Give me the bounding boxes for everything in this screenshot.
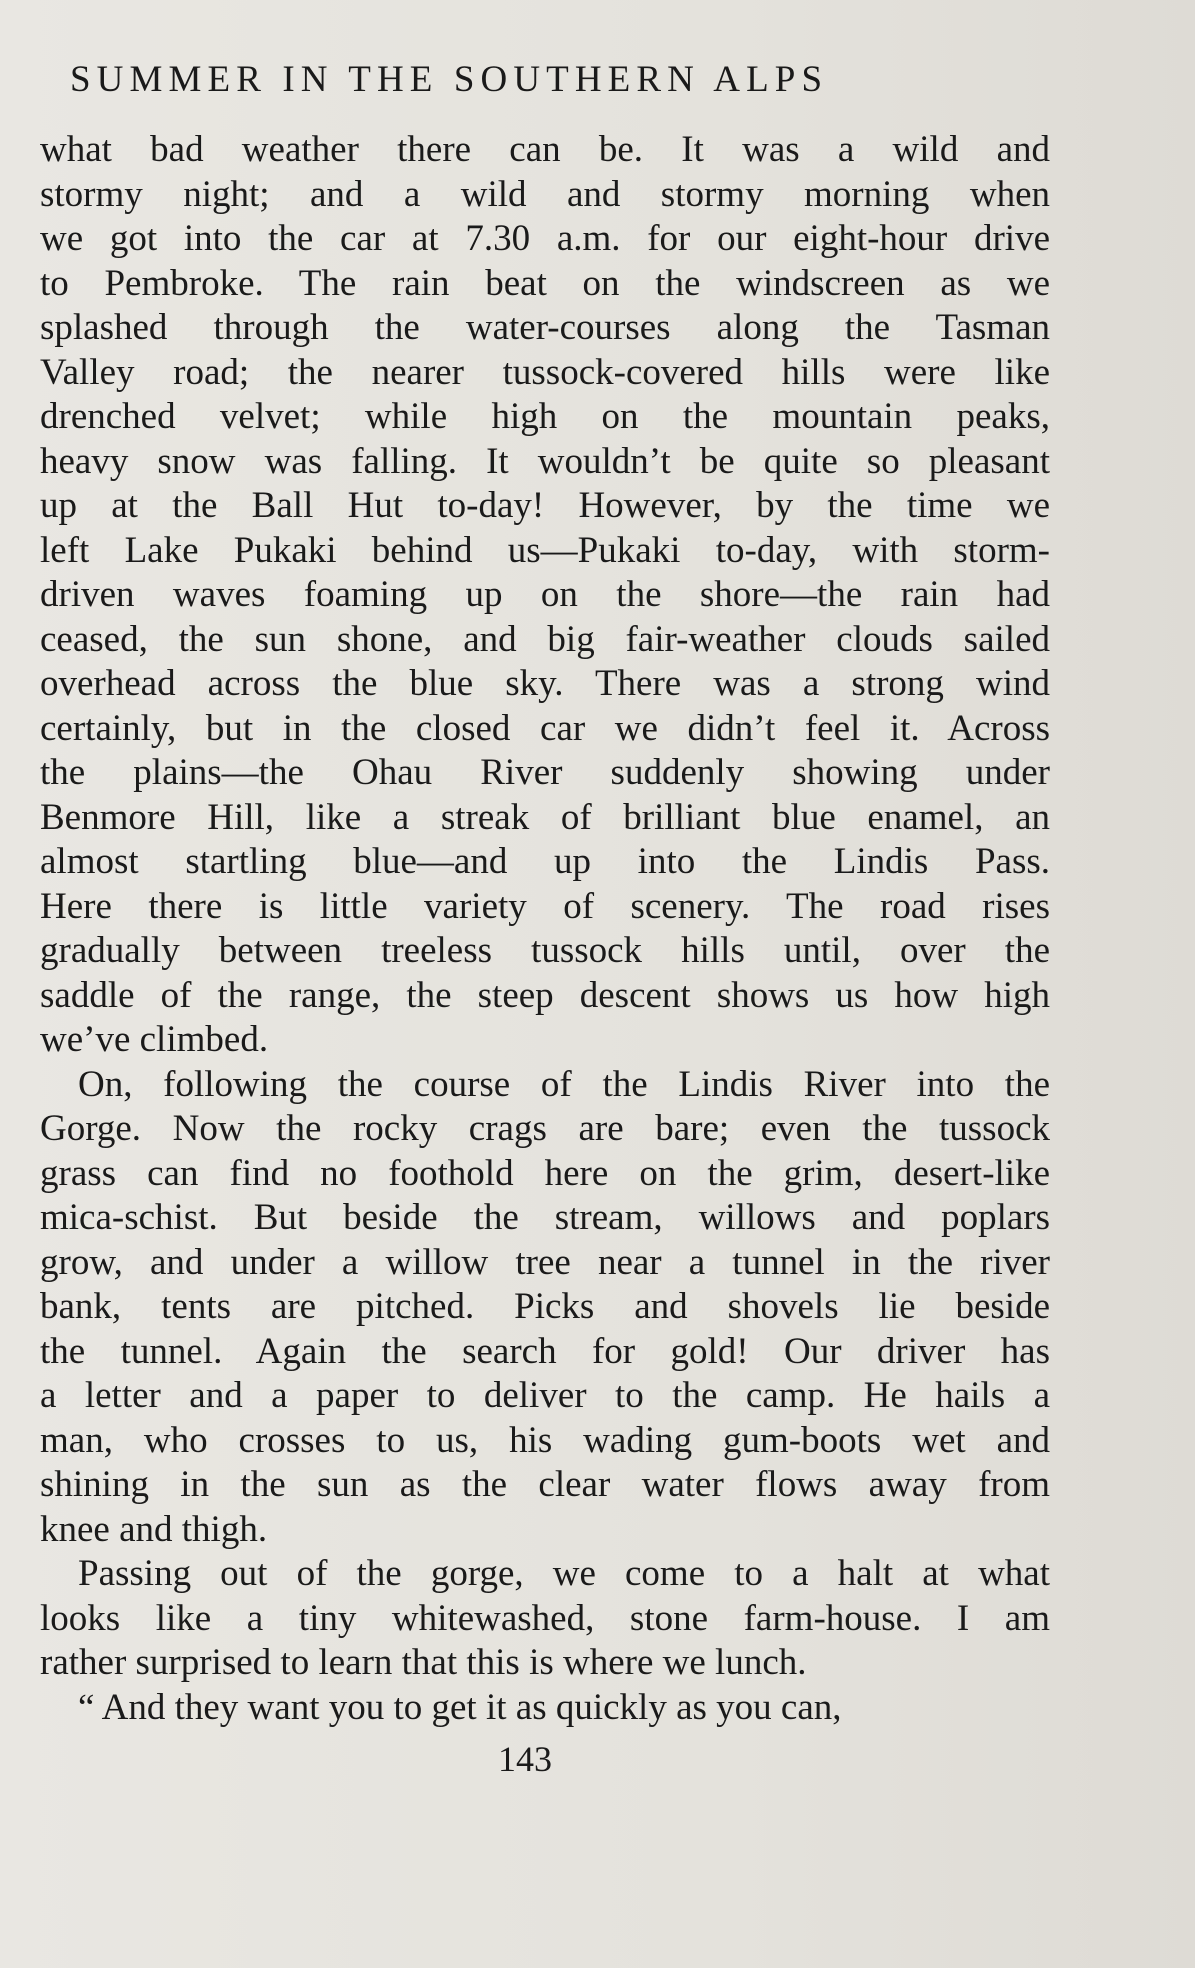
text-line: bank, tents are pitched. Picks and shovels lie beside	[40, 1286, 1050, 1327]
text-line: Benmore Hill, like a streak of brilliant blue enamel, an	[40, 796, 1050, 838]
text-line: knee and thigh.	[40, 1508, 268, 1550]
text-line: man, who crosses to us, his wading gum-boots wet and	[40, 1419, 1050, 1461]
text-line: the plains—the Ohau River suddenly showing under	[40, 752, 1050, 793]
text-line: Here there is little variety of scenery. The road rises	[40, 885, 1050, 927]
body-text	[40, 128, 1050, 1730]
paragraph	[40, 1552, 1050, 1686]
paragraph	[40, 128, 1050, 1063]
text-line: grow, and under a willow tree near a tunnel in the river	[40, 1241, 1050, 1283]
text-line: gradually between treeless tussock hills until, over the	[40, 930, 1050, 971]
text-line: ceased, the sun shone, and big fair-weather clouds sailed	[40, 618, 1050, 660]
text-line: we got into the car at 7.30 a.m. for our eight-hour drive	[40, 218, 1050, 259]
text-line: left Lake Pukaki behind us—Pukaki to-day, with storm-	[40, 529, 1050, 571]
text-line: mica-schist. But beside the stream, willows and poplars	[40, 1197, 1050, 1238]
text-line: driven waves foaming up on the shore—the rain had	[40, 574, 1050, 615]
text-line: Passing out of the gorge, we come to a halt at what	[78, 1553, 1050, 1594]
text-line: Valley road; the nearer tussock-covered hills were like	[40, 351, 1050, 393]
text-line: stormy night; and a wild and stormy morning when	[40, 173, 1050, 215]
text-line: up at the Ball Hut to-day! However, by the time we	[40, 485, 1050, 526]
text-line: we’ve climbed.	[40, 1019, 269, 1060]
text-line: “ And they want you to get it as quickly as you can,	[78, 1686, 842, 1728]
text-line: Gorge. Now the rocky crags are bare; even the tussock	[40, 1108, 1050, 1149]
paragraph	[40, 1686, 1050, 1731]
text-line: looks like a tiny whitewashed, stone farm-house. I am	[40, 1597, 1050, 1639]
text-line: On, following the course of the Lindis River into the	[78, 1063, 1050, 1105]
text-line: a letter and a paper to deliver to the camp. He hails a	[40, 1375, 1050, 1416]
text-line: overhead across the blue sky. There was a strong wind	[40, 663, 1050, 704]
text-line: grass can find no foothold here on the grim, desert-like	[40, 1152, 1050, 1194]
page-number: 143	[498, 1739, 552, 1779]
running-head: SUMMER IN THE SOUTHERN ALPS	[70, 59, 829, 100]
text-line: heavy snow was falling. It wouldn’t be quite so pleasant	[40, 440, 1050, 482]
text-line: rather surprised to learn that this is where we lunch.	[40, 1642, 807, 1683]
text-line: shining in the sun as the clear water flows away from	[40, 1464, 1050, 1505]
paragraph	[40, 1063, 1050, 1553]
text-line: what bad weather there can be. It was a wild and	[40, 129, 1050, 170]
text-line: splashed through the water-courses along the Tasman	[40, 307, 1050, 348]
text-line: drenched velvet; while high on the mountain peaks,	[40, 396, 1050, 437]
text-line: to Pembroke. The rain beat on the windscreen as we	[40, 262, 1050, 304]
text-line: saddle of the range, the steep descent shows us how high	[40, 974, 1050, 1016]
text-line: the tunnel. Again the search for gold! Our driver has	[40, 1330, 1050, 1372]
text-line: certainly, but in the closed car we didn’t feel it. Across	[40, 707, 1050, 749]
text-line: almost startling blue—and up into the Lindis Pass.	[40, 841, 1050, 882]
